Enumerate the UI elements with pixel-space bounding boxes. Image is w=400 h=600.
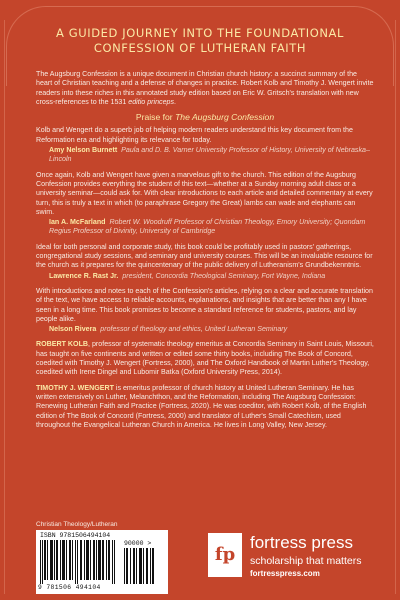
publisher-block [208, 531, 378, 581]
intro-text-a: The Augsburg Confession is a unique document in Christian church history: a succinct summary of the heart of Christian teaching and a defense of changes in practice. Robert Kolb and Timothy J. Wengert invite readers into these riches in this annotated study edition based on Eric W. Gritsch's translation with new cross-references to the 1531 [36, 70, 374, 106]
barcode [36, 530, 168, 594]
endorsement-text: With introductions and notes to each of the Confession's articles, relying on a clear and accurate translation of the text, we have access to reliable accounts, explanations, and insights that are better than any I have seen in a long time. This book promises to become a standard reference for students, pastors, and lay people alike. [36, 286, 373, 323]
publisher-url: fortresspress.com [250, 569, 320, 578]
endorsement-text: Once again, Kolb and Wengert have given a marvelous gift to the church. This edition of the Augsburg Confession provides everything the student of this text—whether at a Sunday morning adult class or a university seminar—could ask for. With clear introductions to each article and detailed commentary at every turn, this is truly a text in which (to paraphrase Gregory the Great) lambs can wade and elephants can swim. [36, 170, 373, 216]
price-barcode-bars [124, 548, 156, 584]
endorsement [36, 243, 374, 281]
endorsement-attribution [36, 272, 374, 281]
publisher-tagline: scholarship that matters [250, 555, 362, 567]
barcode-digits: 9 781506 494104 [38, 584, 101, 591]
endorsement-attribution [36, 325, 374, 334]
endorsement-attribution [36, 218, 374, 237]
endorser-title: president, Concordia Theological Seminary, Fort Wayne, Indiana [122, 271, 326, 280]
praise-heading [36, 113, 374, 122]
endorser-title: professor of theology and ethics, United Lutheran Seminary [100, 325, 288, 334]
endorser-title: Paula and D. B. Varner University Professor of History, University of Nebraska–Lincoln [49, 146, 370, 164]
ean-barcode-bars [40, 540, 118, 584]
headline-line-2: CONFESSION OF LUTHERAN FAITH [93, 41, 307, 55]
bisac-category: Christian Theology/Lutheran [36, 521, 118, 528]
main-text [36, 70, 374, 436]
endorsement [36, 287, 374, 334]
endorser-name: Ian A. McFarland [49, 218, 106, 227]
intro-text-c: . [174, 97, 177, 106]
headline-line-1: A GUIDED JOURNEY INTO THE FOUNDATIONAL [55, 26, 345, 40]
endorser-name: Nelson Rivera [49, 325, 97, 334]
intro-paragraph [36, 70, 374, 107]
isbn-label: ISBN 9781506494104 [40, 532, 111, 539]
endorsement-attribution [36, 146, 374, 165]
fortress-press-logo: fp [208, 533, 242, 577]
headline [0, 26, 400, 56]
author-name: TIMOTHY J. WENGERT [36, 383, 114, 392]
endorsement [36, 126, 374, 164]
price-code: 90000 > [124, 540, 152, 547]
endorsement [36, 171, 374, 237]
decorative-line-left [4, 20, 5, 594]
intro-text-italic: editio princeps [128, 97, 175, 106]
endorsement-text: Kolb and Wengert do a superb job of helping modern readers understand this key document from the Reformation era and highlighting its relevance for today. [36, 126, 353, 144]
praise-book-title: The Augsburg Confession [175, 112, 275, 123]
publisher-name: fortress press [250, 533, 353, 552]
endorser-title: Robert W. Woodruff Professor of Christian Theology, Emory University; Quondam Regius Professor of Divinity, University of Cambridge [49, 218, 366, 236]
endorser-name: Amy Nelson Burnett [49, 146, 118, 155]
author-bio [36, 384, 374, 430]
praise-prefix: Praise for [135, 112, 176, 123]
author-bio-text: , professor of systematic theology emeritus at Concordia Seminary in Saint Louis, Missouri, has taught on five continents and written or edited some thirty books, including The Book of Concord, coedited with Timothy J. Wengert (Fortress, 2000), and The Oxford Handbook of Martin Luther's Theology, coedited with Irene Dingel and Lubomir Batka (Oxford University Press, 2014). [36, 340, 374, 377]
endorser-name: Lawrence R. Rast Jr. [49, 271, 119, 280]
author-bio [36, 340, 374, 377]
decorative-line-right [395, 20, 396, 594]
author-bio-text: is emeritus professor of church history at United Lutheran Seminary. He has written extensively on Luther, Melanchthon, and the Reformation, including The Augsburg Confession: Renewing Lutheran Faith and Practice (Fortress, 2020). He was coeditor, with Robert Kolb, of the English edition of The Book of Concord (Fortress, 2000) and translator of Luther's Small Catechism, used throughout the Evangelical Lutheran Church in America. He lives in Long Valley, New Jersey. [36, 383, 367, 429]
author-name: ROBERT KOLB [36, 340, 89, 349]
endorsement-text: Ideal for both personal and corporate study, this book could be profitably used in pastors' gatherings, congregational study sessions, and seminary and university courses. This will be an invaluable resource for the church as it prepares for the quincentenary of the public delivery of Lutheranism's Grundbekenntnis. [36, 242, 373, 270]
